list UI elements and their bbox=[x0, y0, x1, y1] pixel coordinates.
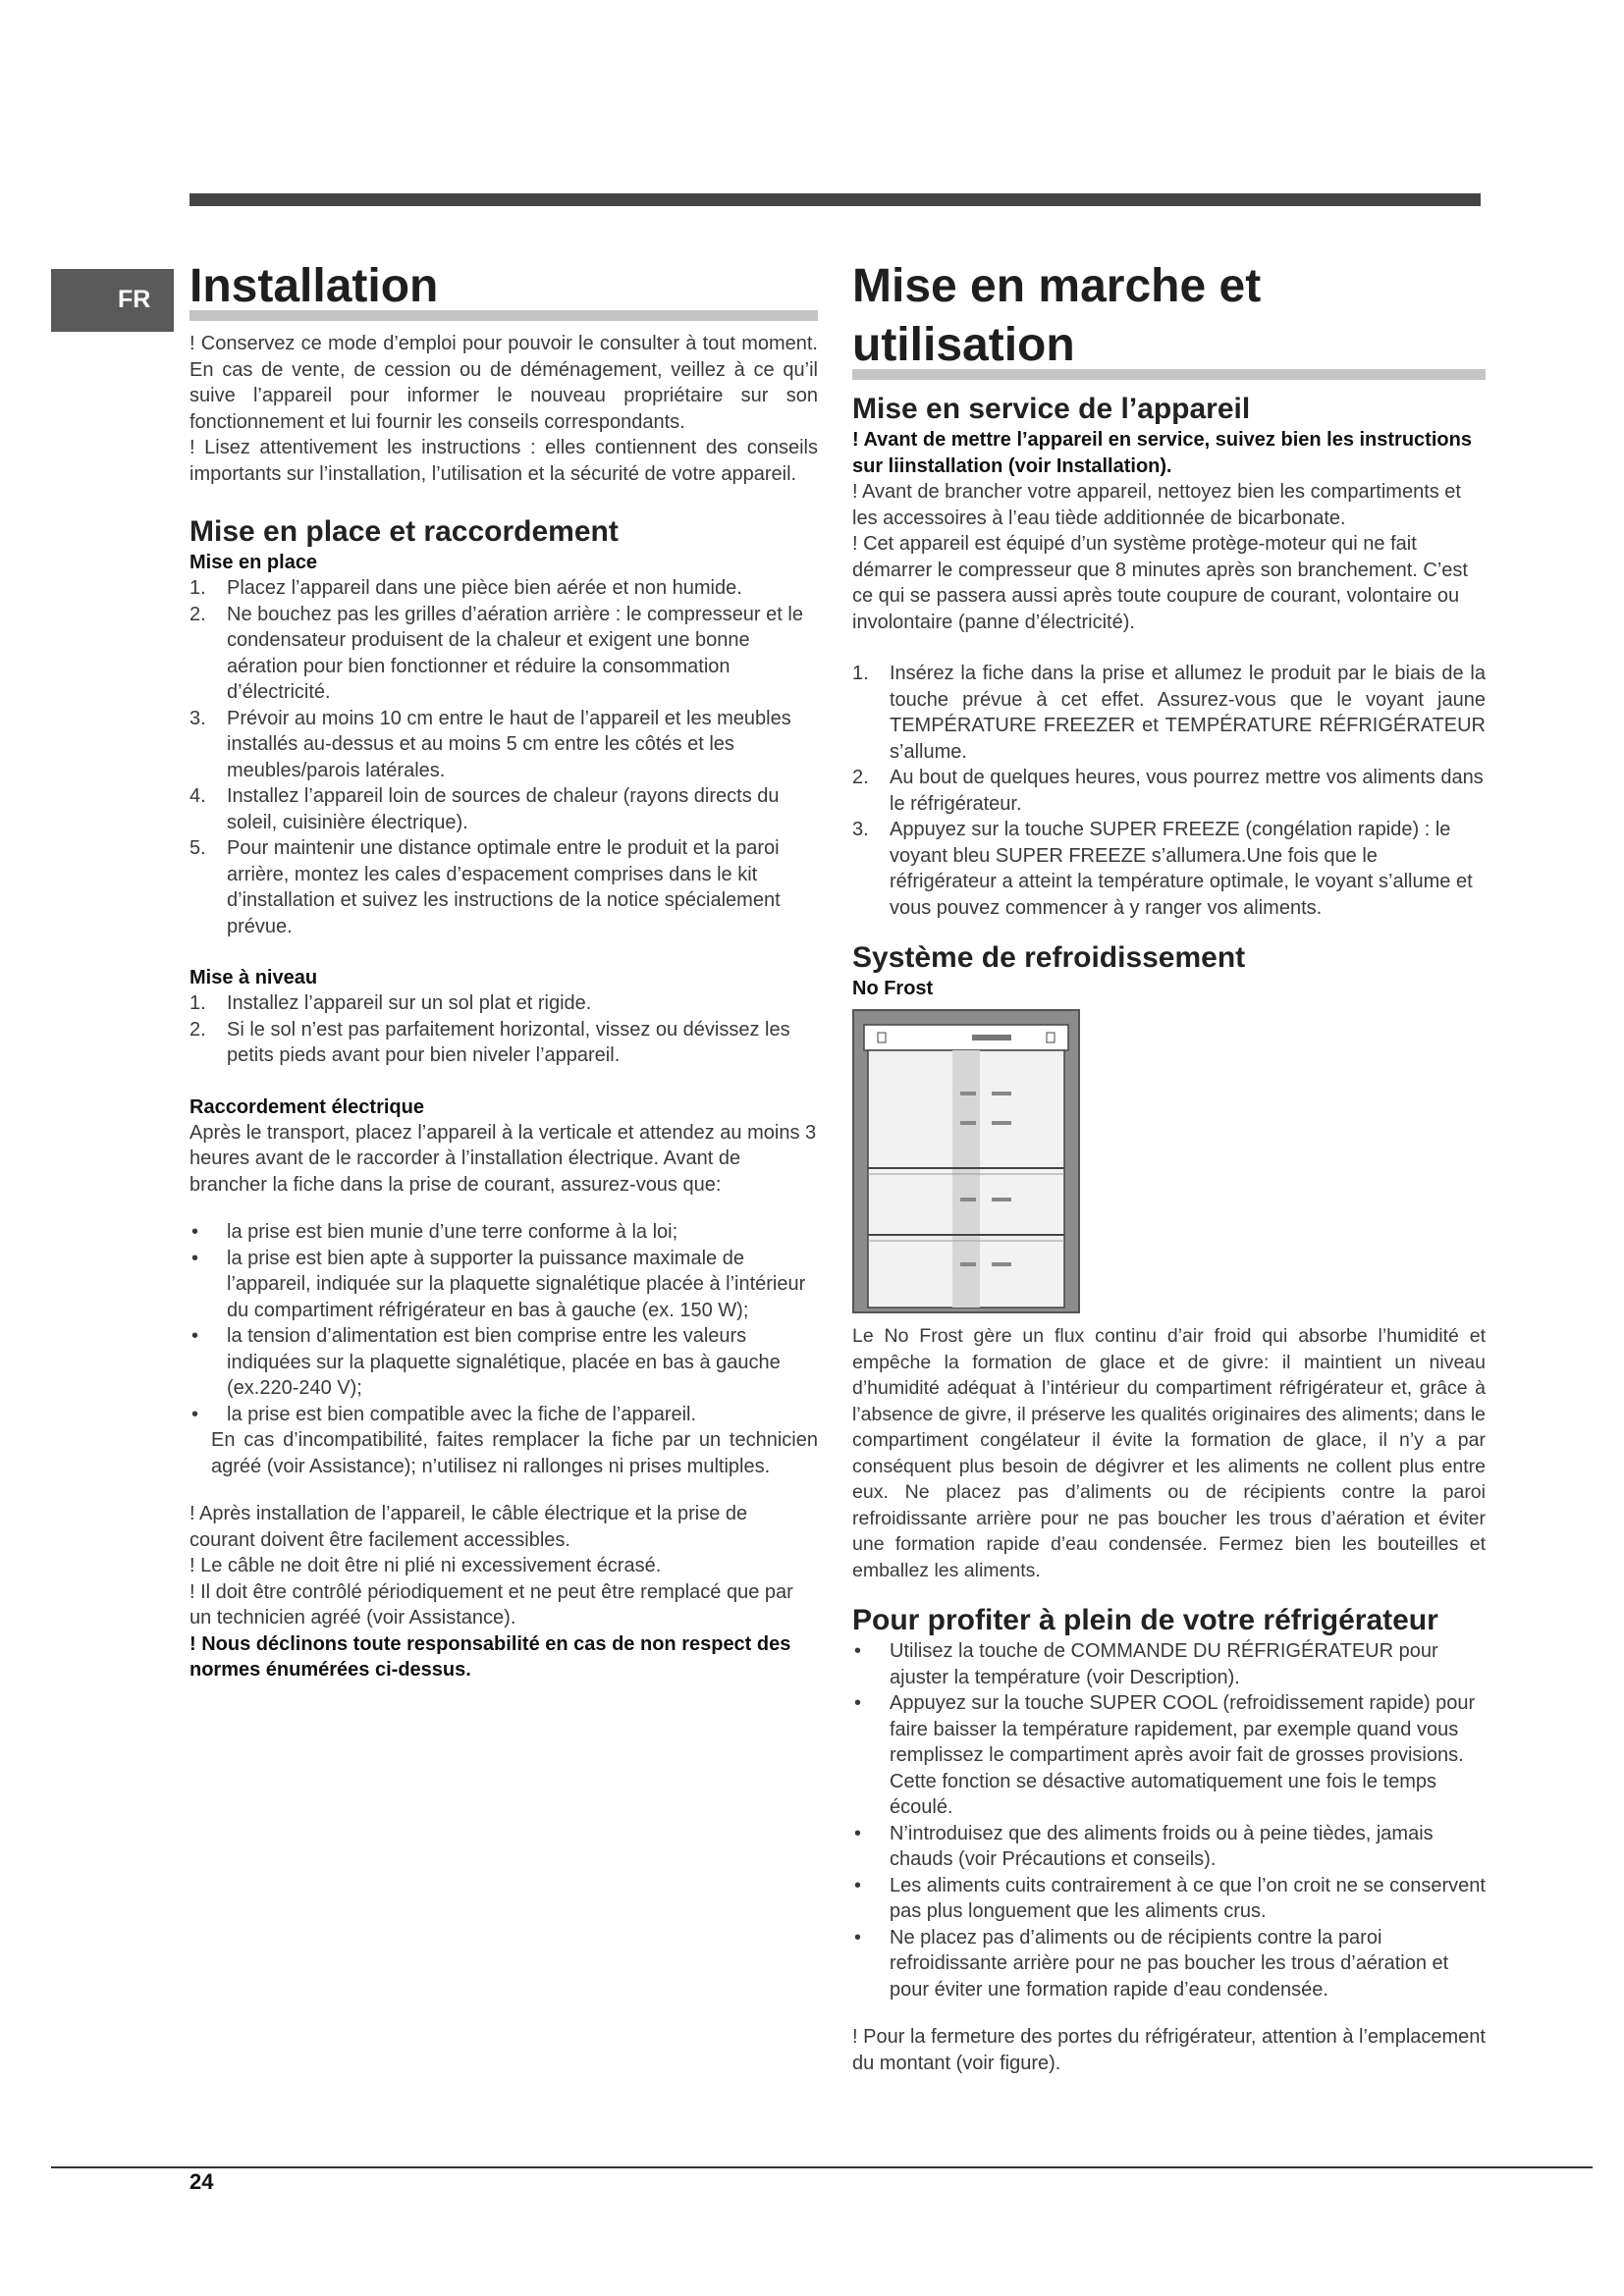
header-bar bbox=[189, 193, 1481, 206]
language-tab-label: FR bbox=[118, 286, 151, 313]
electrical-subtitle: Raccordement électrique bbox=[189, 1095, 424, 1118]
usage-title-line1: Mise en marche et bbox=[852, 260, 1262, 312]
leveling-list bbox=[189, 990, 818, 1069]
tips-title: Pour profiter à plein de votre réfrigérateur bbox=[852, 1604, 1438, 1636]
installation-title: Installation bbox=[189, 260, 439, 312]
fridge-interior-figure bbox=[852, 1009, 1080, 1313]
cooling-subtitle: No Frost bbox=[852, 978, 934, 999]
startup-warning: ! Avant de mettre l’appareil en service, suivez bien les instructions sur liinstallation (voir Installation). bbox=[852, 429, 1472, 477]
language-tab bbox=[51, 269, 174, 332]
placement-subtitle: Mise en place bbox=[189, 552, 318, 573]
warning-text: ! Après installation de l’appareil, le câble électrique et la prise de courant doivent être facilement accessibles. bbox=[189, 1503, 748, 1551]
startup-title: Mise en service de l’appareil bbox=[852, 393, 1251, 425]
usage-column bbox=[852, 257, 1486, 2076]
installation-column bbox=[189, 257, 818, 1683]
list-item: 2. Au bout de quelques heures, vous pourrez mettre vos aliments dans le réfrigérateur. bbox=[852, 767, 1484, 815]
list-item: • la prise est bien apte à supporter la puissance maximale de l’appareil, indiquée sur la plaquette signalétique placée à l’intérieur du compartiment réfrigérateur en bas à gauche (ex. 150 W); bbox=[191, 1247, 806, 1321]
intro-paragraph: ! Conservez ce mode d’emploi pour pouvoir le consulter à tout moment. En cas de vente, de cession ou de déménagement, veillez à ce qu’il suive l’appareil pour informer le nouveau propriétaire sur son fonctionnement et lui fournir les conseils correspondants. bbox=[189, 333, 818, 433]
list-item: 3. Prévoir au moins 10 cm entre le haut de l’appareil et les meubles installés au-dessus et au moins 5 cm entre les côtés et les meubles/parois latérales. bbox=[189, 707, 791, 781]
list-item: • Utilisez la touche de COMMANDE DU RÉFRIGÉRATEUR pour ajuster la température (voir Description). bbox=[854, 1640, 1438, 1688]
door-note: ! Pour la fermeture des portes du réfrigérateur, attention à l’emplacement du montant (voir figure). bbox=[852, 2026, 1486, 2074]
list-item: 3. Appuyez sur la touche SUPER FREEZE (congélation rapide) : le voyant bleu SUPER FREEZE s’allumera.Une fois que le réfrigérateur a atteint la température optimale, le voyant s’allume et vous pouvez commencer à y ranger vos aliments. bbox=[852, 819, 1473, 919]
warning-text: ! Il doit être contrôlé périodiquement et ne peut être remplacé que par un technicien agréé (voir Assistance). bbox=[189, 1580, 793, 1629]
startup-list bbox=[852, 661, 1486, 921]
list-item: 5. Pour maintenir une distance optimale entre le produit et la paroi arrière, montez les cales d’espacement comprises dans le kit d’installation et suivez les instructions de la notice spécialement prévue. bbox=[189, 837, 781, 937]
warning-text: ! Le câble ne doit être ni plié ni excessivement écrasé. bbox=[189, 1555, 662, 1576]
electrical-note: En cas d’incompatibilité, faites remplacer la fiche par un technicien agréé (voir Assistance); n’utilisez ni rallonges ni prises multiples. bbox=[211, 1429, 818, 1477]
footer-rule bbox=[51, 2166, 1593, 2168]
list-item: • la tension d’alimentation est bien comprise entre les valeurs indiquées sur la plaquette signalétique, placée en bas à gauche (ex.220-240 V); bbox=[191, 1325, 781, 1399]
installation-intro bbox=[189, 331, 818, 487]
startup-paragraph: ! Cet appareil est équipé d’un système protège-moteur qui ne fait démarrer le compresseur que 8 minutes après son branchement. C’est ce qui se passera aussi après toute coupure de courant, volontaire ou involontaire (panne d’électricité). bbox=[852, 533, 1468, 633]
electrical-bullets bbox=[189, 1219, 818, 1427]
leveling-subtitle: Mise à niveau bbox=[189, 967, 318, 988]
list-item: 1. Insérez la fiche dans la prise et allumez le produit par le biais de la touche prévue à cet effet. Assurez-vous que le voyant jaune TEMPÉRATURE FREEZER et TEMPÉRATURE RÉFRIGÉRATEUR s’allume. bbox=[852, 663, 1486, 763]
electrical-intro: Après le transport, placez l’appareil à la verticale et attendez au moins 3 heures avant de le raccorder à l’installation électrique. Avant de brancher la fiche dans la prise de courant, assurez-vous que: bbox=[189, 1121, 817, 1196]
placement-list bbox=[189, 575, 818, 939]
list-item: 1. Placez l’appareil dans une pièce bien aérée et non humide. bbox=[189, 577, 742, 599]
cooling-text: Le No Frost gère un flux continu d’air froid qui absorbe l’humidité et empêche la formation de glace et de givre: il maintient un niveau d’humidité adéquat à l’intérieur du compartiment réfrigérateur et, grâce à l’absence de givre, il préserve les qualités originaires des aliments; dans le compartiment congélateur il évite la formation de glace, il n’y a par conséquent plus besoin de dégivrer et les aliments ne collent plus entre eux. Ne placez pas d’aliments ou de récipients contre la paroi refroidissante arrière pour ne pas boucher les trous d’aération et éviter une formation rapide d’eau condensée. Fermez bien les bouteilles et emballez les aliments. bbox=[852, 1325, 1486, 1581]
cooling-title: Système de refroidissement bbox=[852, 941, 1246, 974]
page-number: 24 bbox=[189, 2169, 214, 2194]
usage-title-line2: utilisation bbox=[852, 319, 1075, 371]
list-item: • Appuyez sur la touche SUPER COOL (refroidissement rapide) pour faire baisser la température rapidement, par exemple quand vous remplissez le compartiment après avoir fait de grosses provisions. Cette fonction se désactive automatiquement une fois le temps écoulé. bbox=[854, 1692, 1476, 1818]
list-item: 2. Ne bouchez pas les grilles d’aération arrière : le compresseur et le condensateur produisent de la chaleur et exigent une bonne aération pour bien fonctionner et réduire la consommation d’électricité. bbox=[189, 603, 803, 703]
intro-paragraph: ! Lisez attentivement les instructions : elles contiennent des conseils importants sur l’installation, l’utilisation et la sécurité de votre appareil. bbox=[189, 437, 818, 485]
list-item: 4. Installez l’appareil loin de sources de chaleur (rayons directs du soleil, cuisinière électrique). bbox=[189, 785, 780, 833]
startup-paragraph: ! Avant de brancher votre appareil, nettoyez bien les compartiments et les accessoires à l’eau tiède additionnée de bicarbonate. bbox=[852, 481, 1461, 529]
warnings bbox=[189, 1501, 818, 1683]
list-item: • N’introduisez que des aliments froids ou à peine tièdes, jamais chauds (voir Précautions et conseils). bbox=[854, 1822, 1434, 1870]
list-item: • Les aliments cuits contrairement à ce que l’on croit ne se conservent pas plus longuement que les aliments crus. bbox=[854, 1874, 1486, 1922]
tips-list bbox=[852, 1638, 1486, 2002]
list-item: 1. Installez l’appareil sur un sol plat et rigide. bbox=[189, 992, 592, 1014]
disclaimer: ! Nous déclinons toute responsabilité en cas de non respect des normes énumérées ci-dessus. bbox=[189, 1632, 791, 1681]
list-item: • Ne placez pas d’aliments ou de récipients contre la paroi refroidissante arrière pour ne pas boucher les trous d’aération et pour éviter une formation rapide d’eau condensée. bbox=[854, 1926, 1449, 2001]
list-item: • la prise est bien munie d’une terre conforme à la loi; bbox=[191, 1221, 678, 1243]
placement-connection-title: Mise en place et raccordement bbox=[189, 515, 619, 548]
list-item: 2. Si le sol n’est pas parfaitement horizontal, vissez ou dévissez les petits pieds avant pour bien niveler l’appareil. bbox=[189, 1018, 790, 1066]
fridge-illustration bbox=[854, 1011, 1078, 1311]
list-item: • la prise est bien compatible avec la fiche de l’appareil. bbox=[191, 1403, 697, 1425]
